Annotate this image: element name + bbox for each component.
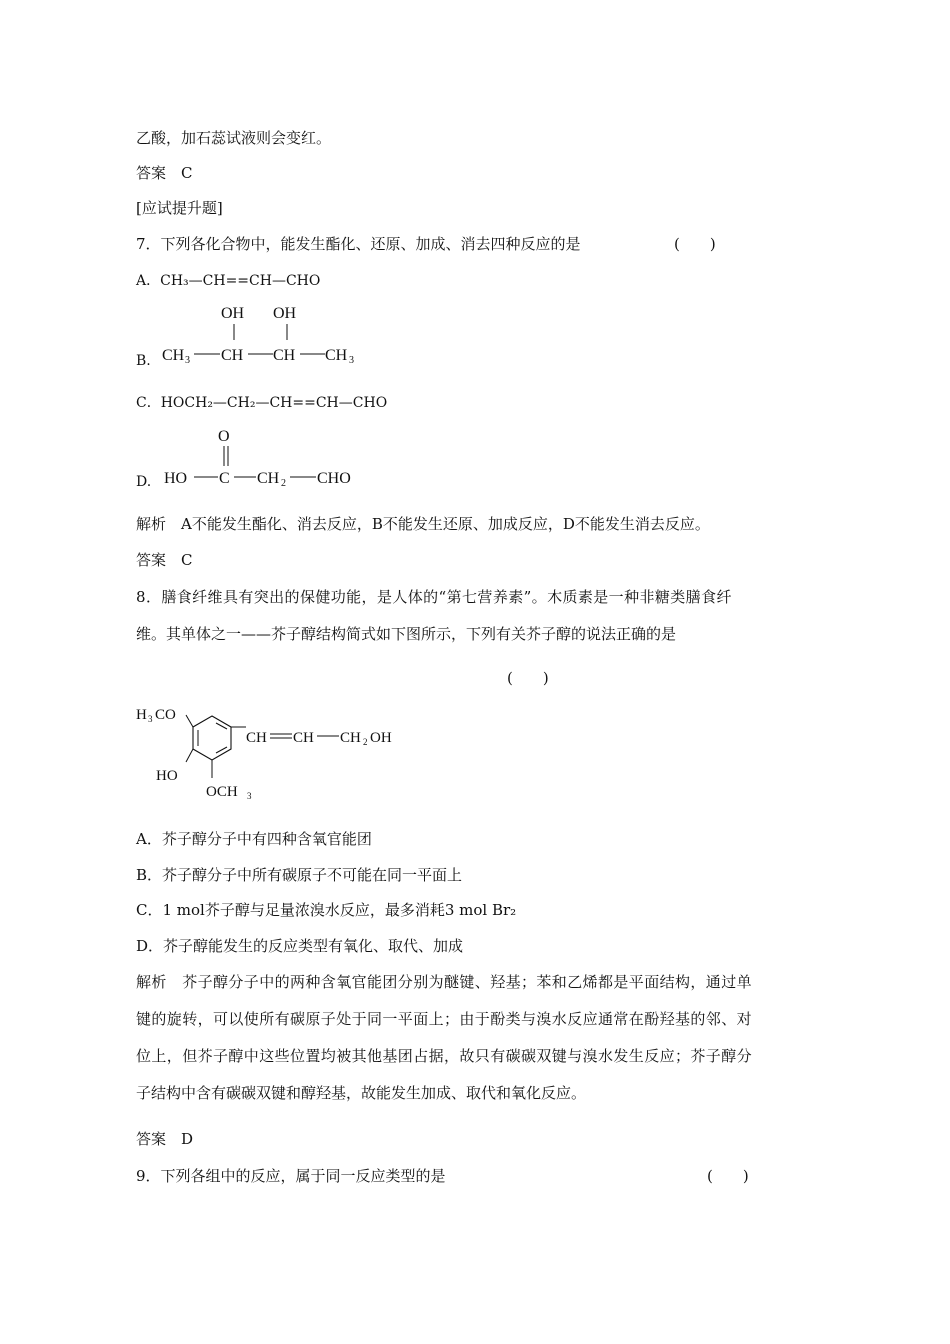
option-7d-label: D. <box>136 474 152 490</box>
subscript: 2 <box>281 478 286 489</box>
question-8-analysis-line1: 解析 芥子醇分子中的两种含氧官能团分别为醚键、羟基；苯和乙烯都是平面结构，通过单 <box>136 973 753 991</box>
question-9-stem: 9．下列各组中的反应，属于同一反应类型的是 <box>136 1167 446 1185</box>
atom-label: CH <box>325 347 348 364</box>
question-8-analysis-line2: 键的旋转，可以使所有碳原子处于同一平面上；由于酚类与溴水反应通常在酚羟基的邻、对 <box>136 1010 753 1028</box>
subscript: 3 <box>185 355 190 366</box>
subscript: 3 <box>148 714 153 724</box>
atom-label: CH <box>273 347 296 364</box>
oh-label: OH <box>273 305 297 322</box>
question-8-answer-blank: ( ) <box>507 669 549 687</box>
atom-label: CH <box>162 347 185 364</box>
sinapyl-alcohol-structure <box>134 698 424 806</box>
atom-label: CH <box>340 730 361 746</box>
question-8-stem-line2: 维。其单体之一——芥子醇结构简式如下图所示，下列有关芥子醇的说法正确的是 <box>136 625 677 643</box>
text-line: 乙酸，加石蕊试液则会变红。 <box>136 129 332 147</box>
atom-label: CO <box>155 707 176 723</box>
atom-label: CHO <box>317 470 351 487</box>
oh-label: OH <box>221 305 245 322</box>
option-7c: C．HOCH₂—CH₂—CH==CH—CHO <box>136 395 388 411</box>
question-9-answer-blank: ( ) <box>707 1167 749 1185</box>
question-8-analysis-line3: 位上，但芥子醇中这些位置均被其他基团占据，故只有碳碳双键与溴水发生反应；芥子醇分 <box>136 1047 753 1065</box>
option-8d: D．芥子醇能发生的反应类型有氧化、取代、加成 <box>136 937 464 955</box>
atom-label: C <box>219 470 230 487</box>
question-7-stem: 7．下列各化合物中，能发生酯化、还原、加成、消去四种反应的是 <box>136 235 581 253</box>
atom-label: O <box>218 428 230 445</box>
option-8a: A．芥子醇分子中有四种含氧官能团 <box>136 830 372 848</box>
atom-label: CH <box>293 730 314 746</box>
subscript: 3 <box>349 355 354 366</box>
benzene-ring <box>193 716 231 760</box>
atom-label: OCH <box>206 784 238 800</box>
question-7-analysis: 解析 A不能发生酯化、消去反应，B不能发生还原、加成反应，D不能发生消去反应。 <box>136 515 710 533</box>
option-8c: C．1 mol芥子醇与足量浓溴水反应，最多消耗3 mol Br₂ <box>136 901 517 919</box>
answer-line: 答案 C <box>136 164 193 182</box>
atom-label: HO <box>164 470 188 487</box>
subscript: 2 <box>363 737 368 747</box>
question-7-answer: 答案 C <box>136 551 193 569</box>
option-7b-structure <box>158 300 378 372</box>
question-8-stem-line1: 8．膳食纤维具有突出的保健功能，是人体的“第七营养素”。木质素是一种非糖类膳食纤 <box>136 588 732 606</box>
atom-label: CH <box>221 347 244 364</box>
option-7a: A．CH₃—CH==CH—CHO <box>136 273 321 289</box>
option-7d-structure <box>160 424 380 496</box>
atom-label: H <box>136 707 147 723</box>
question-8-answer: 答案 D <box>136 1130 194 1148</box>
option-8b: B．芥子醇分子中所有碳原子不可能在同一平面上 <box>136 866 463 884</box>
question-7-answer-blank: ( ) <box>674 235 716 253</box>
atom-label: CH <box>257 470 280 487</box>
atom-label: OH <box>370 730 392 746</box>
atom-label: HO <box>156 768 178 784</box>
bond <box>186 715 193 727</box>
option-7b-label: B. <box>136 353 151 369</box>
section-heading: [应试提升题] <box>136 199 223 217</box>
atom-label: CH <box>246 730 267 746</box>
question-8-analysis-line4: 子结构中含有碳碳双键和醇羟基，故能发生加成、取代和氧化反应。 <box>136 1084 587 1102</box>
bond <box>186 749 193 762</box>
subscript: 3 <box>247 791 252 801</box>
